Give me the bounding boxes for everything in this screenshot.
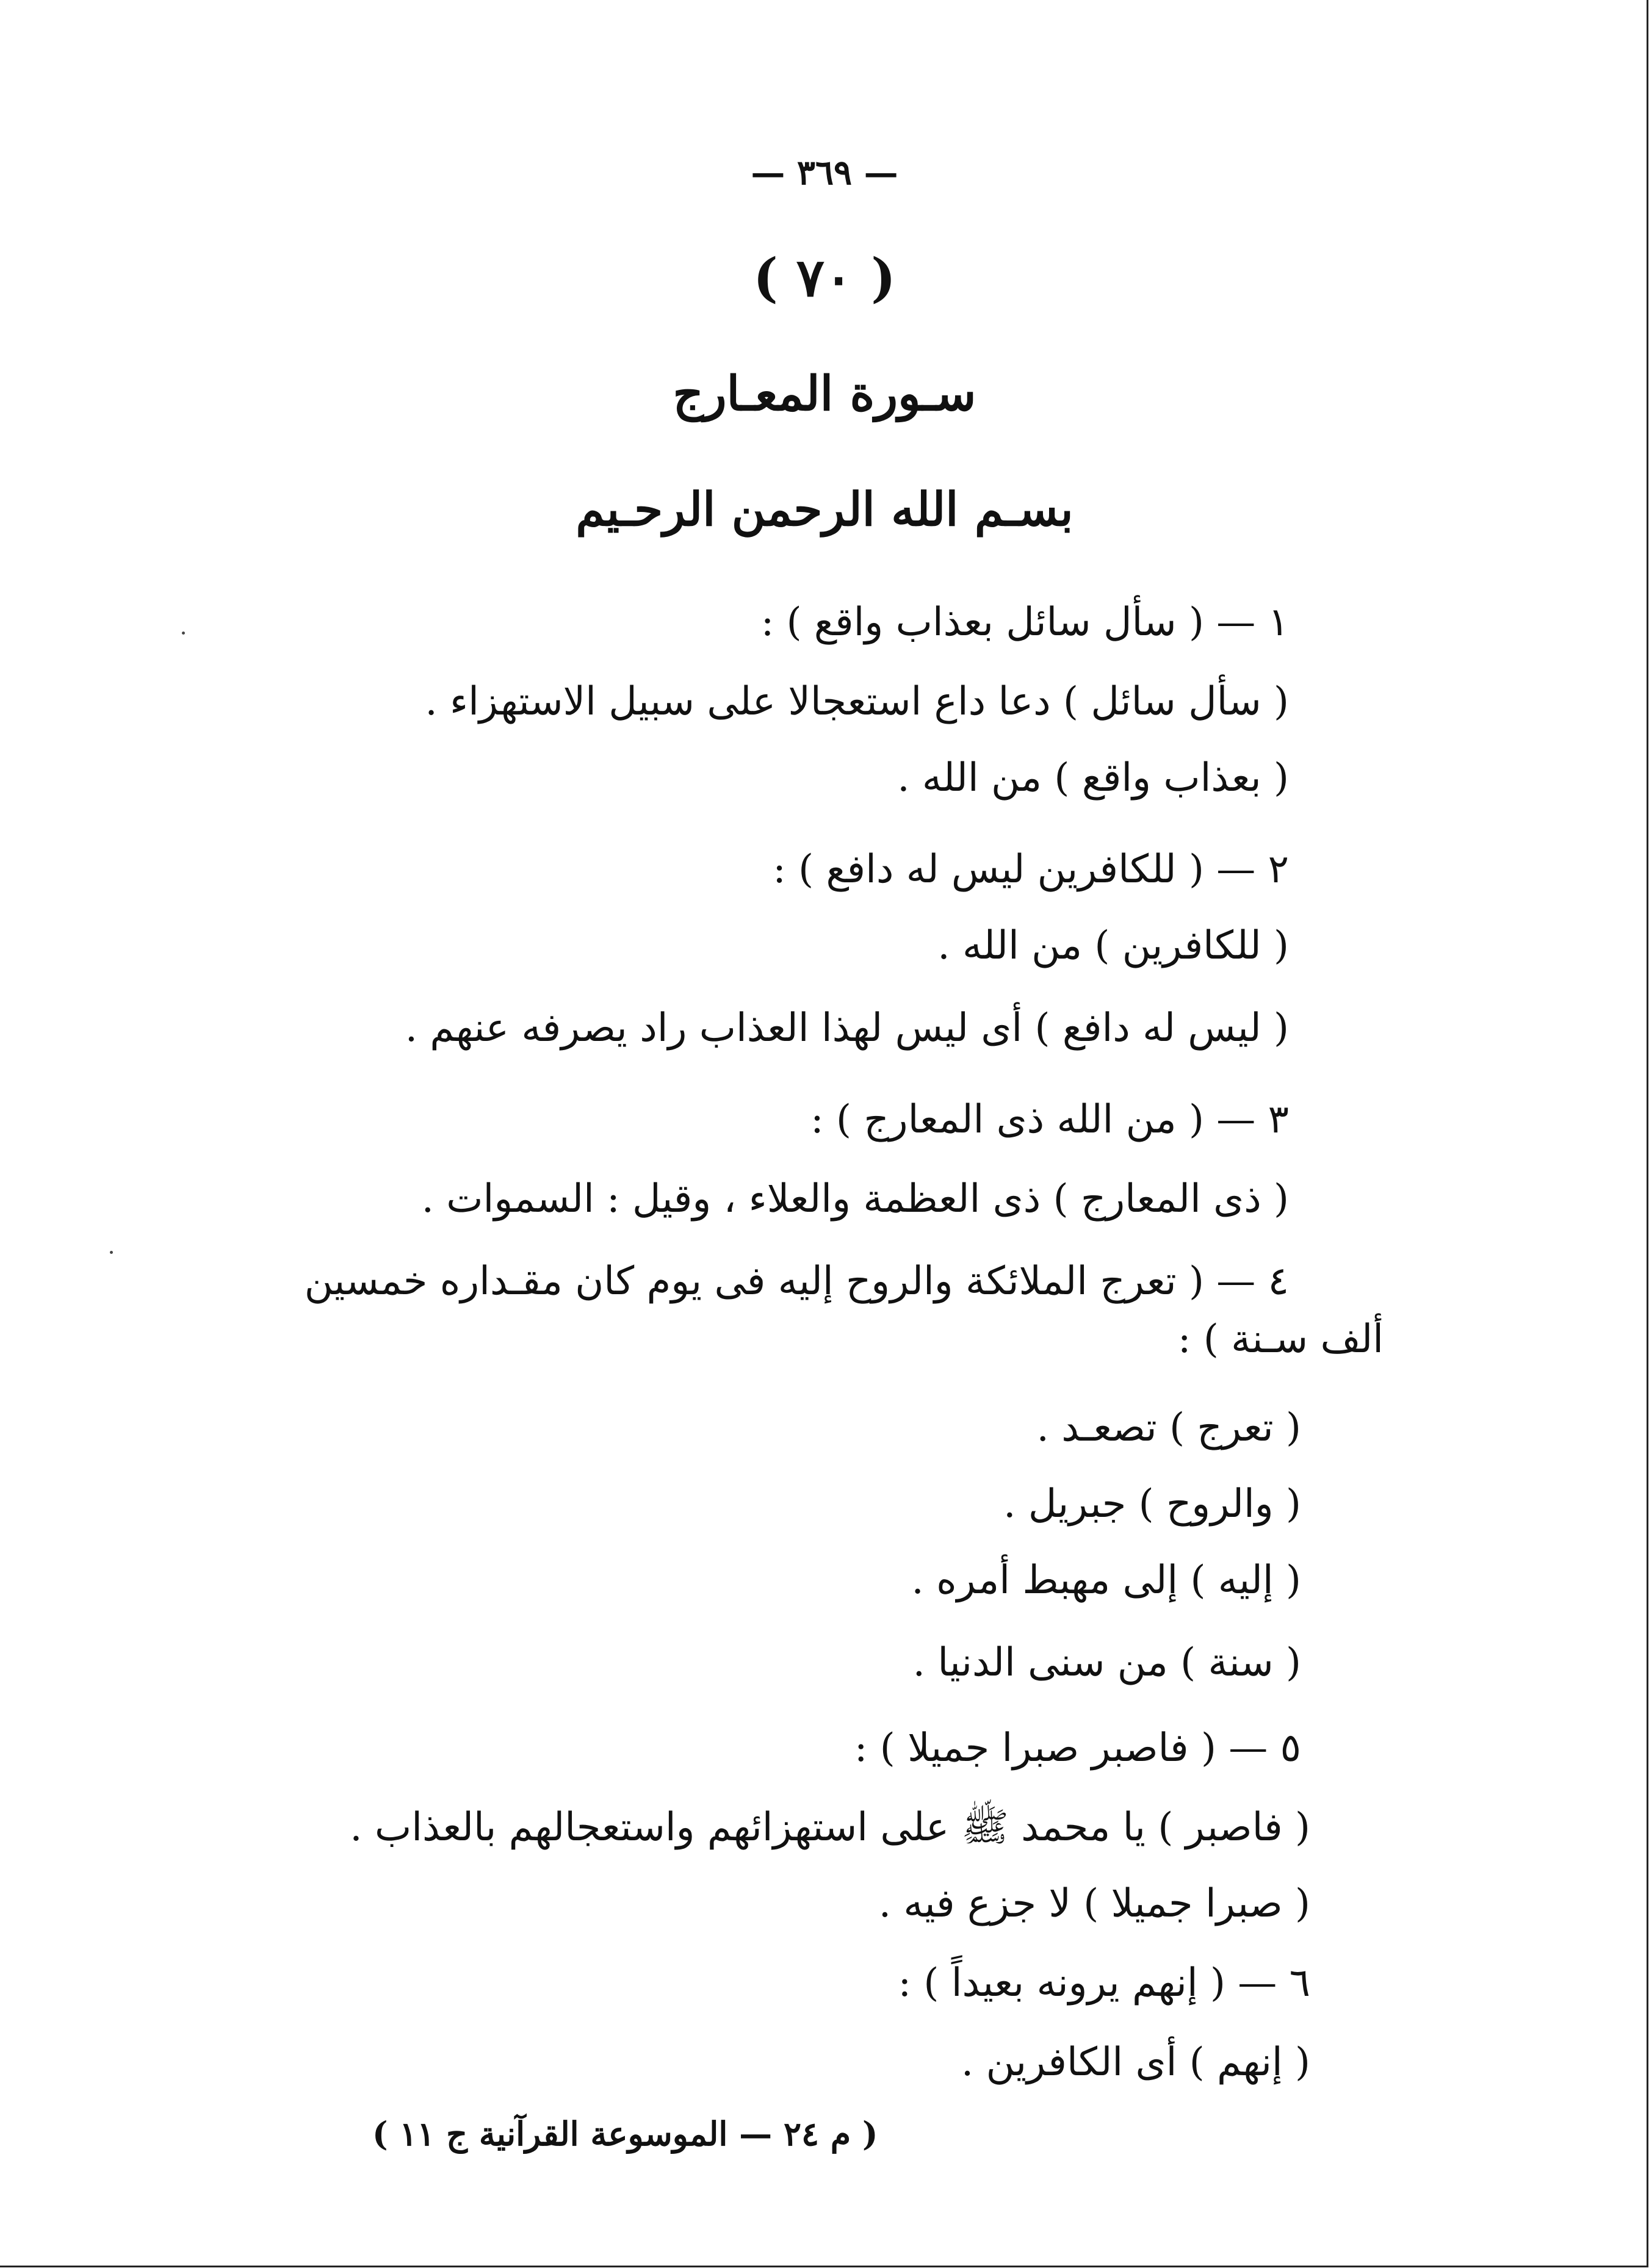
commentary-line: ( صبرا جميلا ) لا جزع فيه . (878, 1881, 1310, 1926)
verse-6-heading: ٦ — ( إنهم يرونه بعيداً ) : (898, 1960, 1310, 2006)
verse-5-heading: ٥ — ( فاصبر صبرا جميلا ) : (854, 1726, 1301, 1771)
commentary-line: ( تعرج ) تصعـد . (1036, 1405, 1301, 1450)
commentary-line: ( للكافرين ) من الله . (937, 923, 1289, 968)
commentary-line: ( سأل سائل ) دعا داع استعجالا على سبيل الاستهزاء . (425, 679, 1289, 724)
verse-4-heading: ٤ — ( تعرج الملائكة والروح إليه فى يوم كان مقـداره خمسين (304, 1259, 1289, 1304)
commentary-line: ( سنة ) من سنى الدنيا . (912, 1640, 1301, 1685)
surah-title: سـورة المعـارج (673, 366, 976, 422)
scan-speck (182, 632, 185, 635)
commentary-line: ( ليس له دافع ) أى ليس لهذا العذاب راد يصرفه عنهم . (405, 1006, 1289, 1051)
commentary-line: ( إنهم ) أى الكافرين . (961, 2040, 1310, 2085)
verse-1-heading: ١ — ( سأل سائل بعذاب واقع ) : (760, 600, 1289, 645)
verse-4-continuation: ألف سـنة ) : (1177, 1317, 1384, 1362)
basmala: بسـم الله الرحمن الرحـيم (576, 482, 1073, 536)
verse-3-heading: ٣ — ( من الله ذى المعارج ) : (810, 1097, 1289, 1142)
scan-speck (110, 1251, 113, 1254)
page-number: — ٣٦٩ — (751, 153, 898, 193)
verse-2-heading: ٢ — ( للكافرين ليس له دافع ) : (773, 847, 1289, 892)
commentary-line: ( بعذاب واقع ) من الله . (897, 755, 1289, 801)
commentary-line: ( والروح ) جبريل . (1003, 1481, 1301, 1527)
surah-number: ( ٧٠ ) (753, 247, 896, 309)
commentary-line: ( ذى المعارج ) ذى العظمة والعلاء ، وقيل : السموات . (421, 1176, 1289, 1222)
footer-reference: ( م ٢٤ — الموسوعة القرآنية ج ١١ ) (372, 2114, 878, 2153)
commentary-line: ( إليه ) إلى مهبط أمره . (911, 1558, 1301, 1603)
commentary-line: ( فاصبر ) يا محمد ﷺ على استهزائهم واستعجالهم بالعذاب . (350, 1805, 1310, 1850)
